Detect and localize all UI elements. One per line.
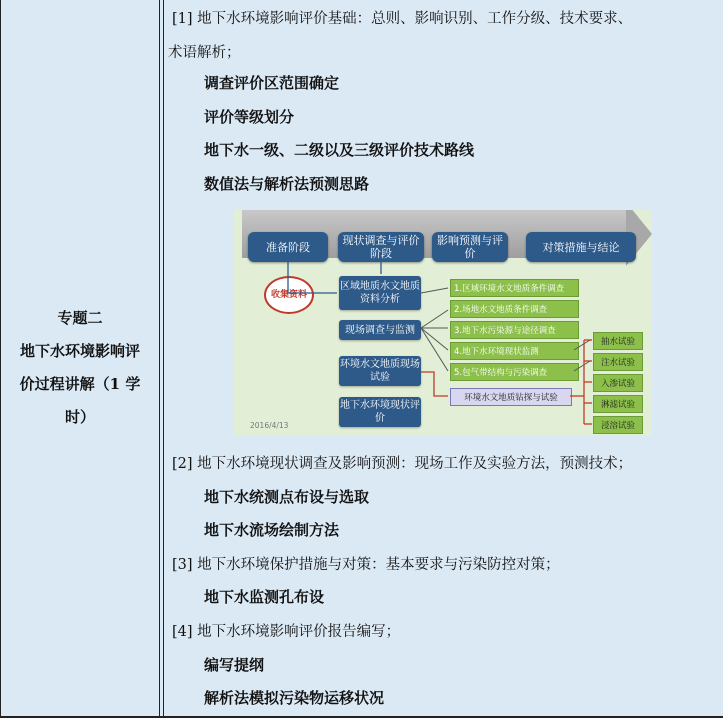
survey-item: 2.场地水文地质条件调查 <box>450 300 579 318</box>
topic-line: 价过程讲解（1 学 <box>19 374 141 393</box>
test-item: 淋滤试验 <box>593 395 643 413</box>
diagram-date: 2016/4/13 <box>250 421 289 430</box>
item-3-heading: [3] 地下水环境保护措施与对策：基本要求与污染防控对策； <box>172 557 560 573</box>
subtopic: 编写提纲 <box>204 656 265 674</box>
test-item: 入渗试验 <box>593 374 643 392</box>
survey-item: 5.包气带结构与污染调查 <box>450 363 579 381</box>
stage-box: 对策措施与结论 <box>526 232 636 262</box>
process-box: 区域地质水文地质资料分析 <box>339 276 421 310</box>
item-4-heading: [4] 地下水环境影响评价报告编写； <box>172 624 401 640</box>
subtopic: 地下水流场绘制方法 <box>204 521 340 539</box>
subtopic: 调查评价区范围确定 <box>204 74 340 92</box>
test-item: 浸溶试验 <box>593 416 643 434</box>
subtopic: 数值法与解析法预测思路 <box>204 175 370 193</box>
test-item: 注水试验 <box>593 353 643 371</box>
process-box: 地下水环境现状评价 <box>339 397 421 427</box>
survey-item: 3.地下水污染源与途径调查 <box>450 321 579 339</box>
workflow-diagram <box>234 210 652 435</box>
subtopic: 地下水监测孔布设 <box>204 588 325 606</box>
topic-title: 专题二 <box>57 308 103 327</box>
collect-data-bubble: 收集资料 <box>264 276 314 314</box>
stage-box: 准备阶段 <box>248 232 328 262</box>
topic-line: 时） <box>64 407 95 426</box>
drill-test-box: 环境水文地质钻探与试验 <box>450 388 572 406</box>
subtopic: 地下水统测点布设与选取 <box>204 488 370 506</box>
content-cell <box>163 0 723 716</box>
subtopic: 地下水一级、二级以及三级评价技术路线 <box>204 141 475 159</box>
process-box: 环境水文地质现场试验 <box>339 356 421 386</box>
stage-box: 现状调查与评价阶段 <box>338 232 424 262</box>
stage-box: 影响预测与评价 <box>432 232 508 262</box>
survey-item: 1.区域环境水文地质条件调查 <box>450 279 579 297</box>
survey-item: 4.地下水环境现状监测 <box>450 342 579 360</box>
item-1-heading: [1] 地下水环境影响评价基础：总则、影响识别、工作分级、技术要求、 <box>172 11 633 27</box>
topic-line: 地下水环境影响评 <box>19 341 140 360</box>
connector-lines <box>234 210 652 435</box>
item-1-continued: 术语解析； <box>168 45 241 61</box>
subtopic: 评价等级划分 <box>204 108 295 126</box>
topic-cell <box>1 0 160 716</box>
subtopic: 解析法模拟污染物运移状况 <box>204 689 385 707</box>
process-box: 现场调查与监测 <box>339 320 421 340</box>
item-2-heading: [2] 地下水环境现状调查及影响预测：现场工作及实验方法，预测技术； <box>172 456 633 472</box>
test-item: 抽水试验 <box>593 332 643 350</box>
